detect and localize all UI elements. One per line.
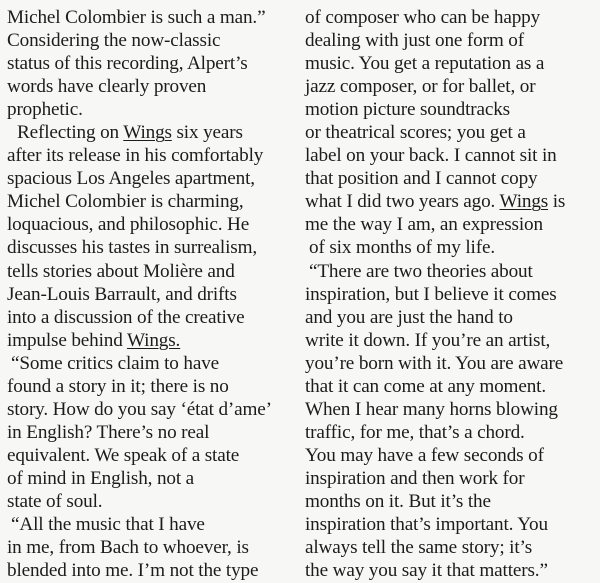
right-text-column bbox=[305, 6, 595, 582]
right-column-text-line bbox=[305, 444, 595, 467]
text-segment: of mind in English, not a bbox=[7, 467, 195, 489]
right-column-text-line bbox=[305, 352, 595, 375]
text-segment: inspiration and then work for bbox=[305, 467, 525, 489]
text-segment: Reflecting on bbox=[17, 122, 124, 144]
underlined-title-wings: Wings bbox=[499, 191, 549, 213]
right-column-text-line bbox=[305, 236, 595, 259]
text-segment: always tell the same story; it’s bbox=[305, 537, 533, 559]
left-column-text-line bbox=[7, 98, 292, 121]
left-column-text-line bbox=[7, 52, 292, 75]
text-segment: tells stories about Molière and bbox=[7, 260, 235, 282]
text-segment: in me, from Bach to whoever, is bbox=[7, 537, 249, 559]
left-column-text-line bbox=[7, 29, 292, 52]
left-column-text-line bbox=[7, 75, 292, 98]
text-segment: Considering the now-classic bbox=[7, 30, 221, 52]
text-segment: that position and I cannot copy bbox=[305, 168, 538, 190]
right-column-text-line bbox=[305, 121, 595, 144]
left-column-text-line bbox=[7, 306, 292, 329]
text-segment: inspiration, but I believe it comes bbox=[305, 283, 557, 305]
right-column-text-line bbox=[305, 167, 595, 190]
text-segment: traffic, for me, that’s a chord. bbox=[305, 421, 525, 443]
text-segment: in English? There’s no real bbox=[7, 421, 210, 443]
text-segment: into a discussion of the creative bbox=[7, 306, 245, 328]
text-segment: status of this recording, Alpert’s bbox=[7, 53, 248, 75]
left-column-text-line bbox=[7, 121, 292, 144]
text-segment: prophetic. bbox=[7, 99, 83, 121]
text-segment: label on your back. I cannot sit in bbox=[305, 145, 557, 167]
text-segment: “There are two theories about bbox=[309, 260, 533, 282]
right-column-text-line bbox=[305, 98, 595, 121]
right-column-text-line bbox=[305, 213, 595, 236]
left-column-text-line bbox=[7, 167, 292, 190]
text-segment: found a story in it; there is no bbox=[7, 375, 229, 397]
right-column-text-line bbox=[305, 75, 595, 98]
text-segment: write it down. If you’re an artist, bbox=[305, 329, 551, 351]
right-column-text-line bbox=[305, 375, 595, 398]
right-column-text-line bbox=[305, 29, 595, 52]
text-segment: six years bbox=[171, 122, 243, 144]
text-segment: blended into me. I’m not the type bbox=[7, 560, 259, 582]
left-column-text-line bbox=[7, 398, 292, 421]
left-column-text-line bbox=[7, 444, 292, 467]
left-column-text-line bbox=[7, 513, 292, 536]
left-column-text-line bbox=[7, 144, 292, 167]
right-column-text-line bbox=[305, 283, 595, 306]
text-segment: story. How do you say ‘état d’ame’ bbox=[7, 398, 272, 420]
left-column-text-line bbox=[7, 467, 292, 490]
left-column-text-line bbox=[7, 236, 292, 259]
text-segment: of six months of my life. bbox=[309, 237, 495, 259]
text-segment: is bbox=[548, 191, 566, 213]
left-column-text-line bbox=[7, 421, 292, 444]
left-column-text-line bbox=[7, 559, 292, 582]
right-column-text-line bbox=[305, 306, 595, 329]
right-column-text-line bbox=[305, 52, 595, 75]
text-segment: “Some critics claim to have bbox=[11, 352, 220, 374]
right-column-text-line bbox=[305, 490, 595, 513]
right-column-text-line bbox=[305, 559, 595, 582]
text-segment: motion picture soundtracks bbox=[305, 99, 510, 121]
right-column-text-line bbox=[305, 398, 595, 421]
text-segment: “All the music that I have bbox=[11, 514, 205, 536]
right-column-text-line bbox=[305, 421, 595, 444]
left-text-column bbox=[7, 6, 292, 582]
text-segment: state of soul. bbox=[7, 490, 103, 512]
text-segment: me the way I am, an expression bbox=[305, 214, 543, 236]
text-segment: impulse behind bbox=[7, 329, 127, 351]
text-segment: jazz composer, or for ballet, or bbox=[305, 76, 536, 98]
text-segment: dealing with just one form of bbox=[305, 30, 524, 52]
left-column-text-line bbox=[7, 260, 292, 283]
text-segment: equivalent. We speak of a state bbox=[7, 444, 240, 466]
left-column-text-line bbox=[7, 190, 292, 213]
left-column-text-line bbox=[7, 375, 292, 398]
underlined-title-wings: Wings. bbox=[126, 329, 181, 351]
right-column-text-line bbox=[305, 329, 595, 352]
text-segment: what I did two years ago. bbox=[305, 191, 500, 213]
left-column-text-line bbox=[7, 536, 292, 559]
right-column-text-line bbox=[305, 467, 595, 490]
text-segment: When I hear many horns blowing bbox=[305, 398, 558, 420]
right-column-text-line bbox=[305, 260, 595, 283]
right-column-text-line bbox=[305, 513, 595, 536]
text-segment: that it can come at any moment. bbox=[305, 375, 546, 397]
text-segment: words have clearly proven bbox=[7, 76, 207, 98]
text-segment: music. You get a reputation as a bbox=[305, 53, 545, 75]
text-segment: inspiration that’s important. You bbox=[305, 514, 548, 536]
right-column-text-line bbox=[305, 190, 595, 213]
text-segment: You may have a few seconds of bbox=[305, 444, 544, 466]
underlined-title-wings: Wings bbox=[123, 122, 172, 144]
left-column-text-line bbox=[7, 329, 292, 352]
text-segment: discusses his tastes in surrealism, bbox=[7, 237, 258, 259]
left-column-text-line bbox=[7, 283, 292, 306]
text-segment: the way you say it that matters.” bbox=[305, 560, 548, 582]
left-column-text-line bbox=[7, 490, 292, 513]
text-segment: Jean-Louis Barrault, and drifts bbox=[7, 283, 237, 305]
right-column-text-line bbox=[305, 536, 595, 559]
text-segment: Michel Colombier is such a man.” bbox=[7, 7, 266, 28]
text-segment: months on it. But it’s the bbox=[305, 490, 491, 512]
text-segment: loquacious, and philosophic. He bbox=[7, 214, 250, 236]
left-column-text-line bbox=[7, 352, 292, 375]
right-column-text-line bbox=[305, 144, 595, 167]
left-column-text-line bbox=[7, 6, 292, 29]
left-column-text-line bbox=[7, 213, 292, 236]
text-segment: Michel Colombier is charming, bbox=[7, 191, 244, 213]
text-segment: or theatrical scores; you get a bbox=[305, 122, 526, 144]
text-segment: spacious Los Angeles apartment, bbox=[7, 168, 255, 190]
text-segment: of composer who can be happy bbox=[305, 7, 541, 28]
text-segment: you’re born with it. You are aware bbox=[305, 352, 564, 374]
text-segment: after its release in his comfortably bbox=[7, 145, 264, 167]
text-segment: and you are just the hand to bbox=[305, 306, 513, 328]
right-column-text-line bbox=[305, 6, 595, 29]
